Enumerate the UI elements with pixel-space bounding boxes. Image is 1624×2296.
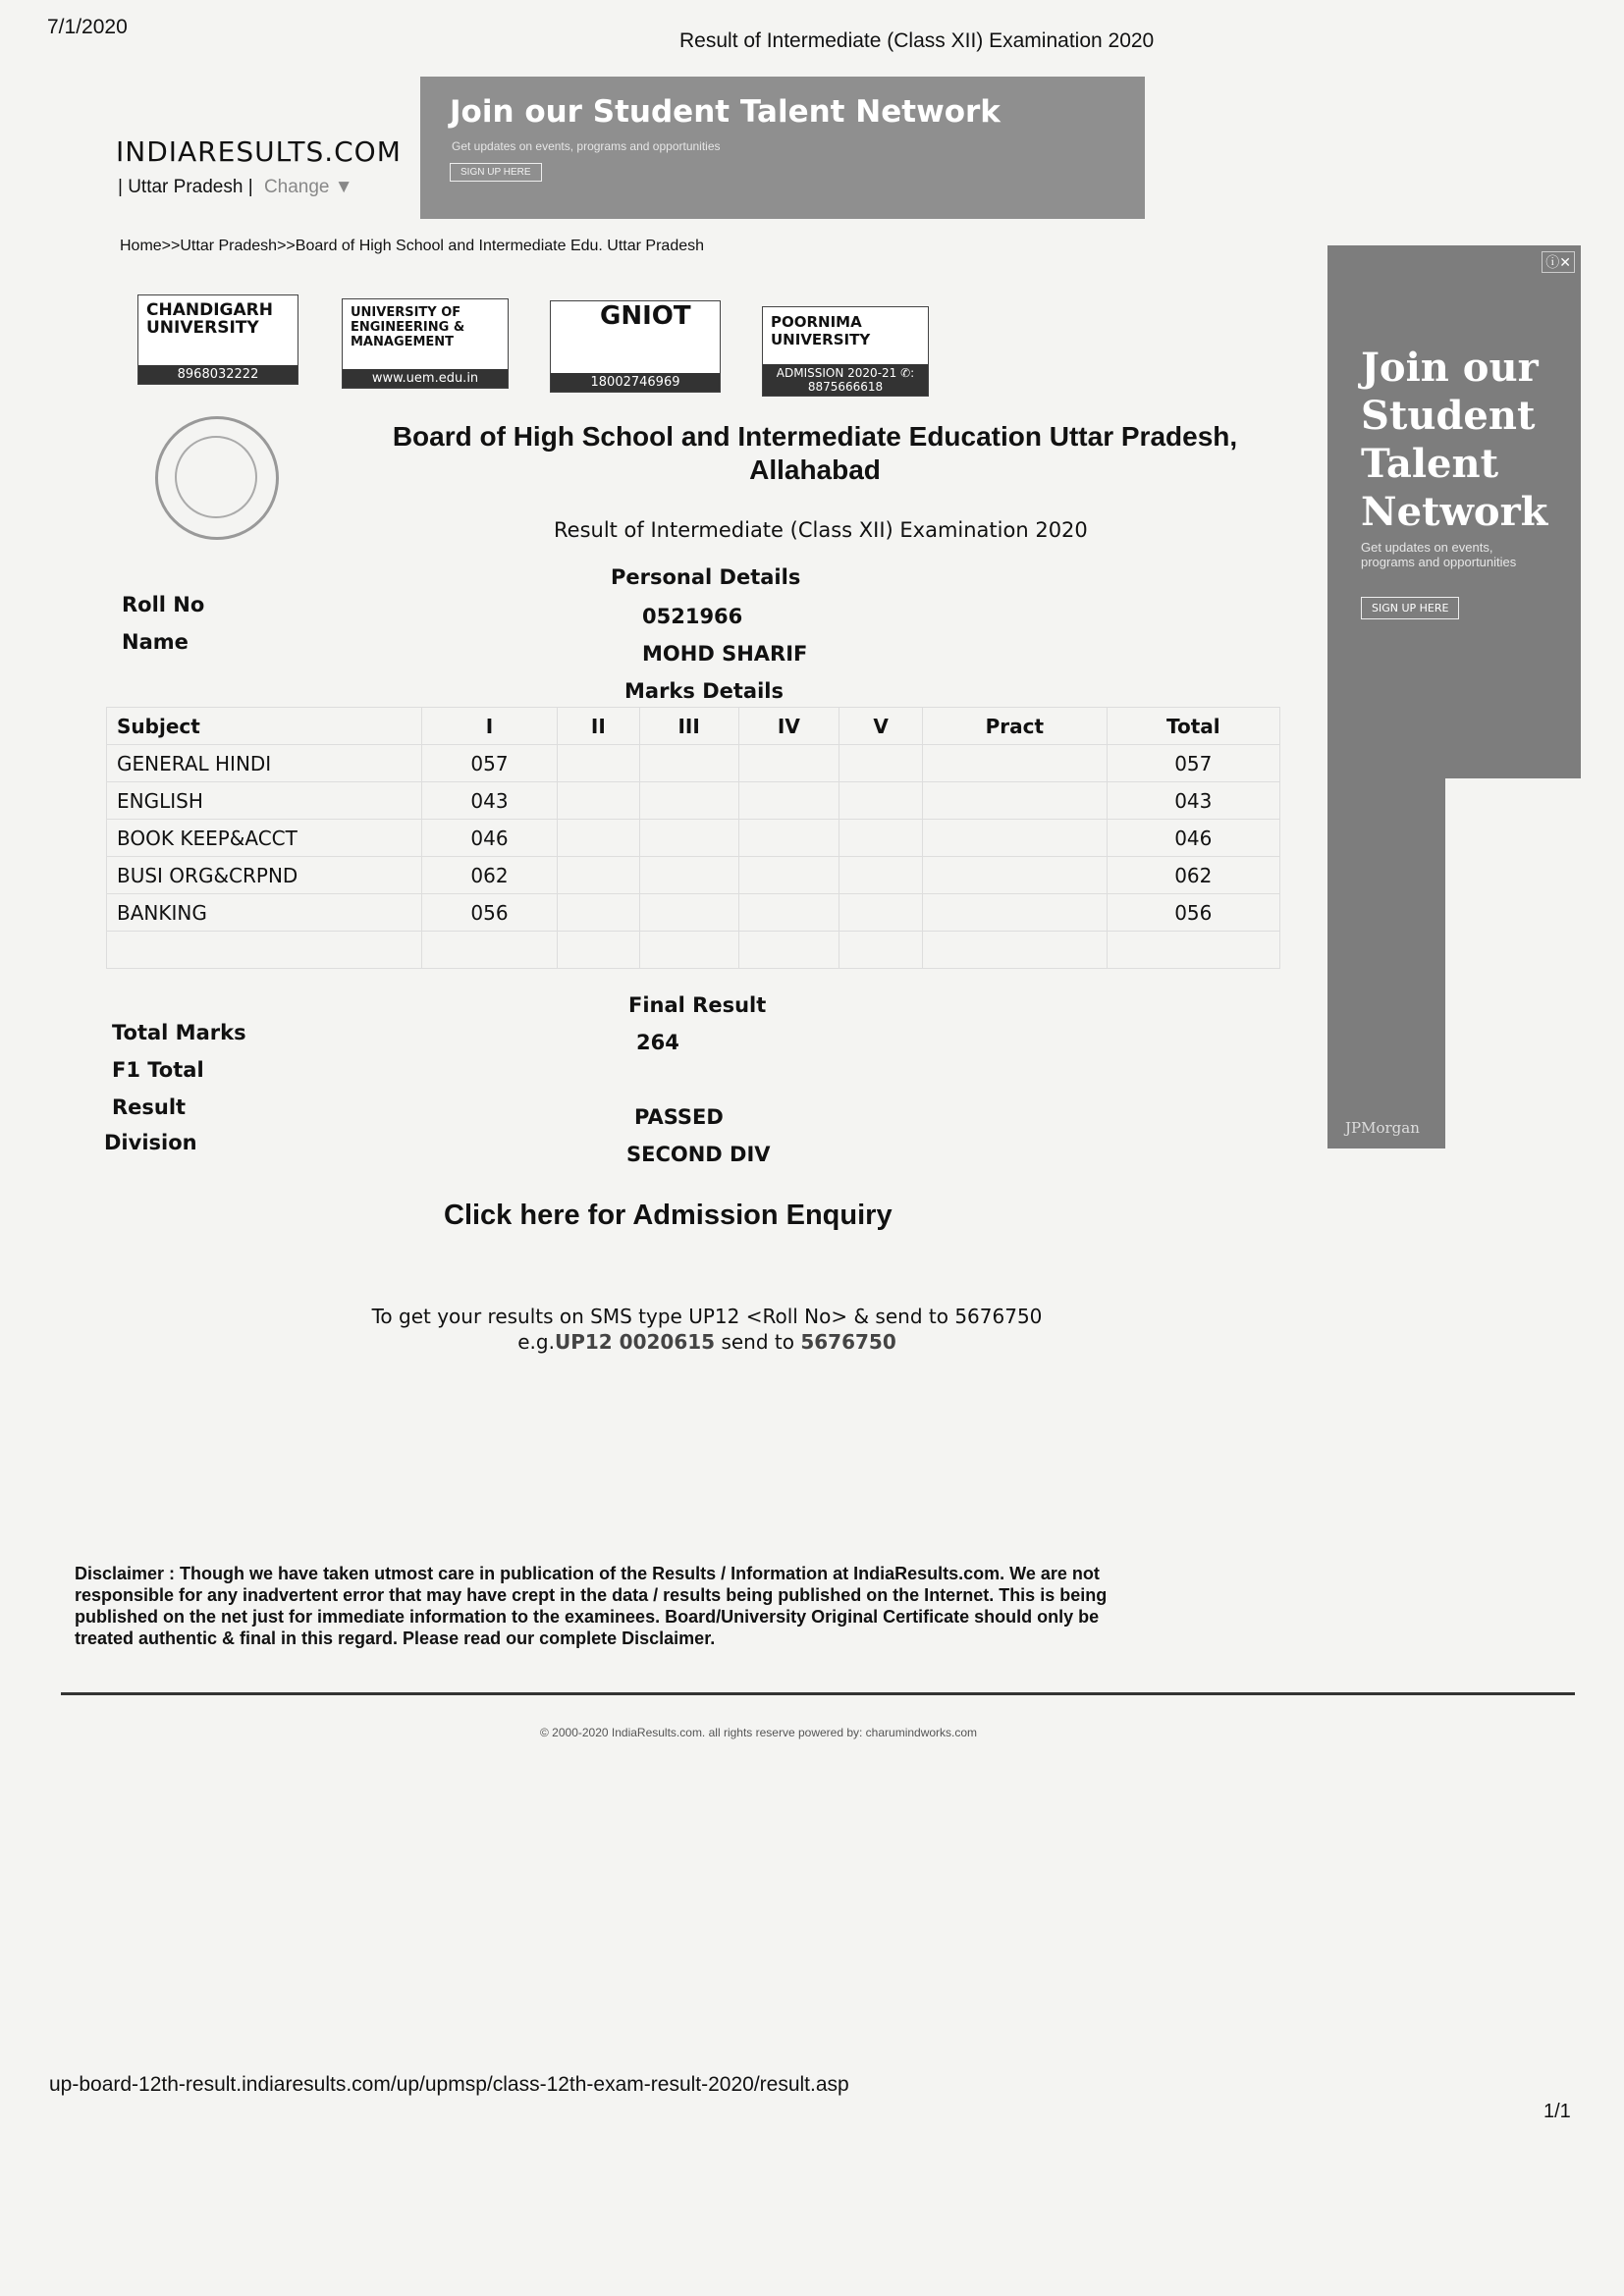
col-iii: III (639, 708, 738, 745)
result-label: Result (112, 1095, 187, 1119)
partner-ad-chandigarh[interactable] (137, 294, 298, 385)
copyright: © 2000-2020 IndiaResults.com. all rights reserve powered by: charumindworks.com (540, 1726, 978, 1739)
subject-cell: BUSI ORG&CRPND (107, 857, 422, 894)
total-marks-label: Total Marks (112, 1021, 246, 1044)
table-row (107, 745, 1280, 782)
side-ad-sponsor: JPMorgan (1345, 1119, 1420, 1137)
f1-total-label: F1 Total (112, 1058, 204, 1082)
subject-cell: BOOK KEEP&ACCT (107, 820, 422, 857)
col-ii: II (557, 708, 639, 745)
division-label: Division (104, 1131, 197, 1154)
partner-name: UNIVERSITY OF ENGINEERING & MANAGEMENT (351, 305, 465, 349)
total-marks-value: 264 (636, 1031, 679, 1054)
change-state-link[interactable]: Change ▼ (263, 177, 353, 197)
ad-close-icon[interactable]: ⓘ✕ (1542, 251, 1575, 273)
total-cell: 046 (1107, 820, 1279, 857)
page-url: up-board-12th-result.indiaresults.com/up/upmsp/class-12th-exam-result-2020/result.asp (49, 2073, 849, 2096)
top-ad-banner[interactable] (420, 77, 1145, 219)
partner-ad-uem[interactable] (342, 298, 509, 389)
partner-tag: 18002746969 (551, 373, 720, 392)
name-label: Name (122, 630, 189, 654)
banner-signup-button[interactable]: SIGN UP HERE (450, 163, 542, 182)
side-ad-subtext: Get updates on events, programs and opportunities (1361, 540, 1517, 569)
partner-ad-gniot[interactable] (550, 300, 721, 393)
sms-line: To get your results on SMS type UP12 <Roll No> & send to 5676750 (371, 1305, 1043, 1328)
roll-no-value: 0521966 (642, 605, 743, 628)
marks-header-row (107, 708, 1280, 745)
exam-title: Result of Intermediate (Class XII) Examination 2020 (554, 518, 1088, 542)
side-ad-banner[interactable] (1327, 245, 1581, 1148)
disclaimer: Disclaimer : Though we have taken utmost care in publication of the Results / Information at IndiaResults.com. We are not responsible for any inadvertent error that may have crept in the data / results being published on the Internet. This is being published on the net just for immediate information to the examinees. Board/University Original Certificate should only be treated authentic & final in this regard. Please read our complete Disclaimer. (75, 1564, 1108, 1648)
sms-example: e.g.UP12 0020615 send to 5676750 (517, 1330, 896, 1354)
breadcrumb[interactable]: Home>>Uttar Pradesh>>Board of High School and Intermediate Edu. Uttar Pradesh (120, 238, 705, 254)
mark-i-cell: 043 (422, 782, 558, 820)
banner-headline: Join our Student Talent Network (450, 94, 1001, 130)
total-cell: 043 (1107, 782, 1279, 820)
mark-i-cell: 062 (422, 857, 558, 894)
admission-enquiry-link[interactable]: Click here for Admission Enquiry (444, 1200, 893, 1231)
partner-name: CHANDIGARH UNIVERSITY (146, 300, 273, 338)
col-subject: Subject (107, 708, 422, 745)
sms-instructions (344, 1304, 1070, 1355)
partner-tag: ADMISSION 2020-21 ✆: 8875666618 (763, 364, 928, 396)
partner-tag: www.uem.edu.in (343, 369, 508, 388)
partner-name: GNIOT (600, 301, 691, 331)
site-logo[interactable]: INDIARESULTS.COM (116, 135, 402, 168)
marks-table (106, 707, 1280, 969)
subject-cell: GENERAL HINDI (107, 745, 422, 782)
total-cell: 062 (1107, 857, 1279, 894)
side-ad-headline: Join our Student Talent Network (1361, 345, 1548, 535)
col-i: I (422, 708, 558, 745)
table-row (107, 782, 1280, 820)
partner-ad-poornima[interactable] (762, 306, 929, 397)
banner-subtext: Get updates on events, programs and opportunities (452, 139, 721, 153)
name-value: MOHD SHARIF (642, 642, 808, 666)
subject-cell: BANKING (107, 894, 422, 932)
col-pract: Pract (923, 708, 1108, 745)
personal-details-heading: Personal Details (611, 565, 801, 589)
subject-cell: ENGLISH (107, 782, 422, 820)
mark-i-cell: 056 (422, 894, 558, 932)
table-row (107, 894, 1280, 932)
col-v: V (839, 708, 923, 745)
print-date: 7/1/2020 (47, 16, 128, 38)
board-title: Board of High School and Intermediate Education Uttar Pradesh, Allahabad (392, 421, 1238, 485)
board-seal-inner (175, 436, 257, 518)
result-value: PASSED (634, 1105, 724, 1129)
roll-no-label: Roll No (122, 593, 205, 616)
footer-divider (61, 1692, 1575, 1695)
partner-tag: 8968032222 (138, 365, 298, 384)
side-ad-signup-button[interactable]: SIGN UP HERE (1361, 597, 1459, 619)
side-ad-cutout (1445, 778, 1581, 1148)
col-iv: IV (738, 708, 839, 745)
page-number: 1/1 (1543, 2101, 1571, 2122)
division-value: SECOND DIV (626, 1143, 771, 1166)
total-cell: 056 (1107, 894, 1279, 932)
print-page-title: Result of Intermediate (Class XII) Examination 2020 (679, 29, 1155, 52)
table-row (107, 820, 1280, 857)
sms-number: 5676750 (800, 1330, 896, 1354)
col-total: Total (1107, 708, 1279, 745)
table-row (107, 932, 1280, 969)
table-row (107, 857, 1280, 894)
mark-i-cell: 057 (422, 745, 558, 782)
mark-i-cell: 046 (422, 820, 558, 857)
marks-details-heading: Marks Details (624, 679, 784, 703)
sms-example-code: UP12 0020615 (554, 1330, 716, 1354)
final-result-heading: Final Result (628, 993, 767, 1017)
total-cell: 057 (1107, 745, 1279, 782)
partner-name: POORNIMA UNIVERSITY (771, 313, 871, 348)
state-label: | Uttar Pradesh | (118, 177, 253, 197)
state-selector (118, 177, 353, 198)
